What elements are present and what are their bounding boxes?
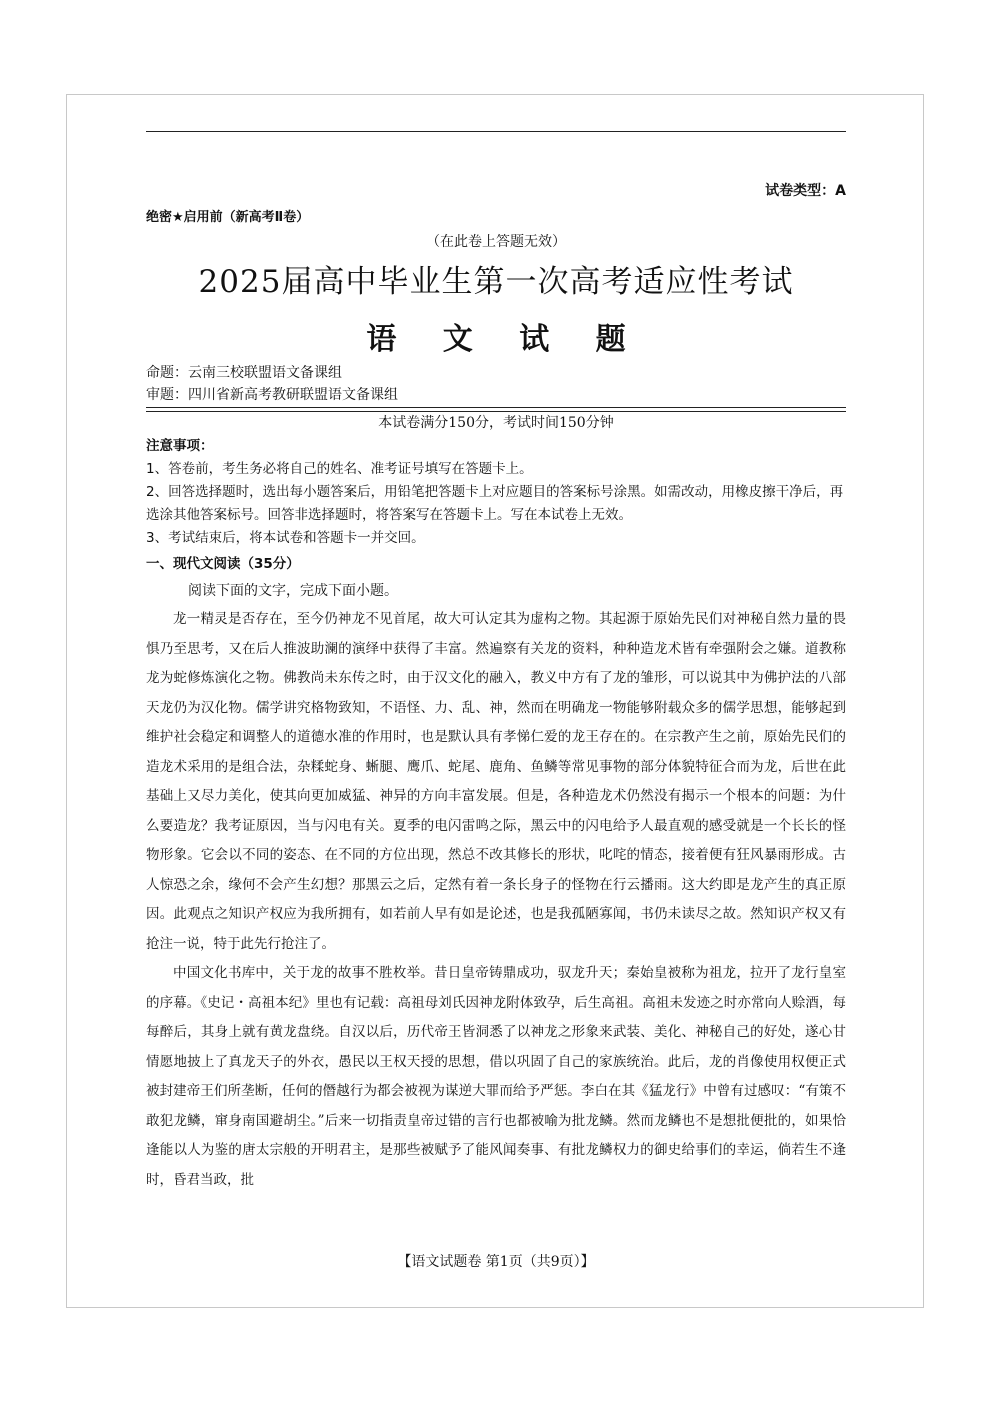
- credits: [146, 362, 398, 406]
- subject-title: 语 文 试 题: [366, 322, 644, 357]
- setter-line: 命题：云南三校联盟语文备课组: [146, 365, 342, 381]
- page-footer: 【语文试题卷 第1页（共9页）】: [397, 1254, 595, 1270]
- notes-item: 2、回答选择题时，选出每小题答案后，用铅笔把答题卡上对应题目的答案标号涂黑。如需改动，用橡皮擦干净后，再选涂其他答案标号。回答非选择题时，将答案写在答题卡上。写在本试卷上无效。: [146, 484, 844, 523]
- secret-mark: 绝密★启用前（新高考Ⅱ卷）: [146, 210, 310, 225]
- reviewer-line: 审题：四川省新高考教研联盟语文备课组: [146, 387, 398, 403]
- answer-invalid-notice: （在此卷上答题无效）: [426, 234, 566, 250]
- section-heading: 一、现代文阅读（35分）: [146, 556, 300, 572]
- notes-heading: 注意事项：: [146, 438, 214, 454]
- score-time-line: 本试卷满分150分，考试时间150分钟: [378, 415, 614, 431]
- passage-paragraph: 中国文化书库中，关于龙的故事不胜枚举。昔日皇帝铸鼎成功，驭龙升天；秦始皇被称为祖龙，拉开了龙行皇室的序幕。《史记・高祖本纪》里也有记载：高祖母刘氏因神龙附体致孕，后生高祖。高祖未发迹之时亦常向人赊酒，每每醉后，其身上就有黄龙盘绕。自汉以后，历代帝王皆洞悉了以神龙之形象来武装、美化、神秘自己的好处，遂心甘情愿地披上了真龙天子的外衣，愚民以王权天授的思想，借以巩固了自己的家族统治。此后，龙的肖像使用权便正式被封建帝王们所垄断，任何的僭越行为都会被视为谋逆大罪而给予严惩。李白在其《猛龙行》中曾有过感叹：“有策不敢犯龙鳞，窜身南国避胡尘。”后来一切指责皇帝过错的言行也都被喻为批龙鳞。然而龙鳞也不是想批便批的，如果恰逢能以人为鉴的唐太宗般的开明君主，是那些被赋予了能风闻奏事、有批龙鳞权力的御史给事们的幸运，倘若生不逢时，昏君当政，批: [146, 965, 846, 1188]
- paper-type-label: 试卷类型：A: [765, 183, 846, 199]
- exam-title: 2025届高中毕业生第一次高考适应性考试: [198, 264, 794, 300]
- header-rule: [146, 131, 846, 132]
- reading-instruction: 阅读下面的文字，完成下面小题。: [188, 583, 398, 599]
- exam-notes: [146, 435, 846, 550]
- passage-paragraph: 龙一精灵是否存在，至今仍神龙不见首尾，故大可认定其为虚构之物。其起源于原始先民们对神秘自然力量的畏惧乃至思考，又在后人推波助澜的演绎中获得了丰富。然遍察有关龙的资料，种种造龙术皆有牵强附会之嫌。道教称龙为蛇修炼演化之物。佛教尚未东传之时，由于汉文化的融入，教义中方有了龙的雏形，可以说其中为佛护法的八部天龙仍为汉化物。儒学讲究格物致知，不语怪、力、乱、神，然而在明确龙一物能够附载众多的儒学思想，能够起到维护社会稳定和调整人的道德水准的作用时，也是默认具有孝悌仁爱的龙王存在的。在宗教产生之前，原始先民们的造龙术采用的是组合法，杂糅蛇身、蜥腿、鹰爪、蛇尾、鹿角、鱼鳞等常见事物的部分体貌特征合而为龙，后世在此基础上又尽力美化，使其向更加威猛、神异的方向丰富发展。但是，各种造龙术仍然没有揭示一个根本的问题：为什么要造龙？我考证原因，当与闪电有关。夏季的电闪雷鸣之际，黑云中的闪电给予人最直观的感受就是一个长长的怪物形象。它会以不同的姿态、在不同的方位出现，然总不改其修长的形状，叱咤的情态，接着便有狂风暴雨形成。古人惊恐之余，缘何不会产生幻想？那黑云之后，定然有着一条长身子的怪物在行云播雨。这大约即是龙产生的真正原因。此观点之知识产权应为我所拥有，如若前人早有如是论述，也是我孤陋寡闻，书仍未读尽之故。然知识产权又有抢注一说，特于此先行抢注了。: [146, 611, 846, 952]
- notes-item: 3、考试结束后，将本试卷和答题卡一并交回。: [146, 530, 425, 546]
- notes-item: 1、答卷前，考生务必将自己的姓名、准考证号填写在答题卡上。: [146, 461, 533, 477]
- reading-passage: [146, 605, 846, 1195]
